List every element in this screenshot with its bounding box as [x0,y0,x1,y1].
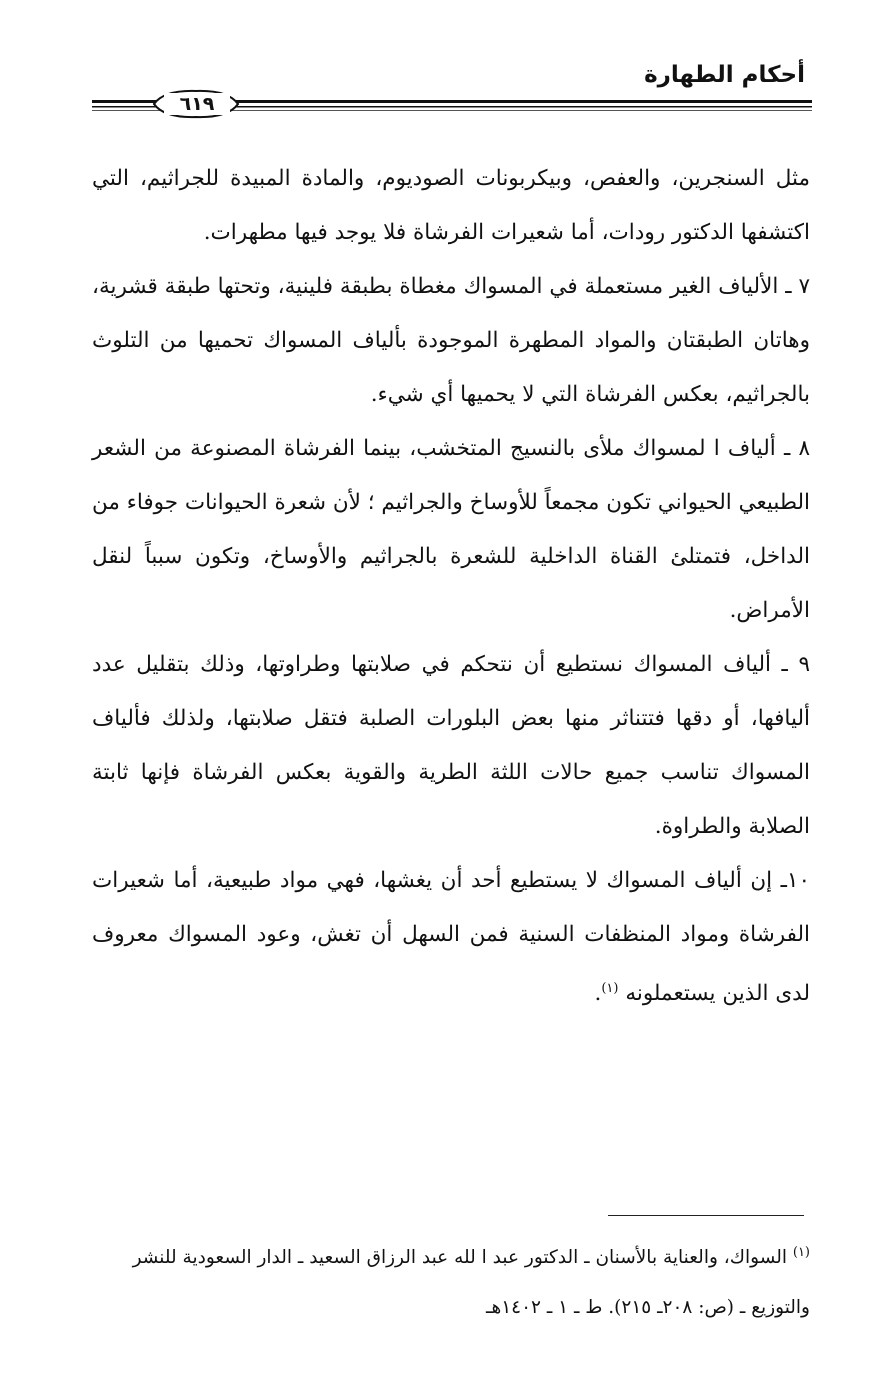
running-head-title: أحكام الطهارة [644,62,805,88]
main-text [92,152,810,1021]
paragraph-3: ٨ ـ ألياف ا لمسواك ملأى بالنسيج المتخشب، بينما الفرشاة المصنوعة من الشعر الطبيعي الحيواني تكون مجمعاً للأوساخ والجراثيم ؛ لأن شعرة الحيوانات جوفاء من الداخل، فتمتلئ القناة الداخلية للشعرة بالجراثيم والأوساخ، وتكون سبباً لنقل الأمراض. [92,436,810,623]
paragraph-4: ٩ ـ ألياف المسواك نستطيع أن نتحكم في صلابتها وطراوتها، وذلك بتقليل عدد أليافها، أو دقها فتتناثر منها بعض البلورات الصلبة فتقل صلابتها، ولذلك فألياف المسواك تناسب جميع حالات اللثة الطرية والقوية بعكس الفرشاة فإنها ثابتة الصلابة والطراوة. [92,652,810,839]
header-rule [92,88,812,122]
final-period: . [594,981,602,1007]
footnote [84,1228,810,1333]
paragraph-5 [92,854,810,1021]
paragraph-1: مثل السنجرين، والعفص، وبيكربونات الصوديوم، والمادة المبيدة للجراثيم، التي اكتشفها الدكتور رودات، أما شعيرات الفرشاة فلا يوجد فيها مطهرات. [92,166,810,245]
footnote-reference: (١) [601,981,619,996]
footnote-separator [608,1215,804,1216]
paragraph-2: ٧ ـ الألياف الغير مستعملة في المسواك مغطاة بطبقة فلينية، وتحتها طبقة قشرية، وهاتان الطبقتان والمواد المطهرة الموجودة بألياف المسواك تحميها من التلوث بالجراثيم، بعكس الفرشاة التي لا يحميها أي شيء. [92,274,810,407]
paragraph-5-text: ١٠ـ إن ألياف المسواك لا يستطيع أحد أن يغشها، فهي مواد طبيعية، أما شعيرات الفرشاة ومواد المنظفات السنية فمن السهل أن تغش، وعود المسواك معروف لدى الذين يستعملونه [92,868,810,1007]
footnote-marker: (١) [792,1245,810,1260]
page-number: ٦١٩ [164,93,230,115]
footnote-text: السواك، والعناية بالأسنان ـ الدكتور عبد ا لله عبد الرزاق السعيد ـ الدار السعودية للنشر والتوزيع ـ (ص: ٢٠٨ـ ٢١٥). ط ـ ١ ـ ١٤٠٢هـ [132,1247,810,1319]
